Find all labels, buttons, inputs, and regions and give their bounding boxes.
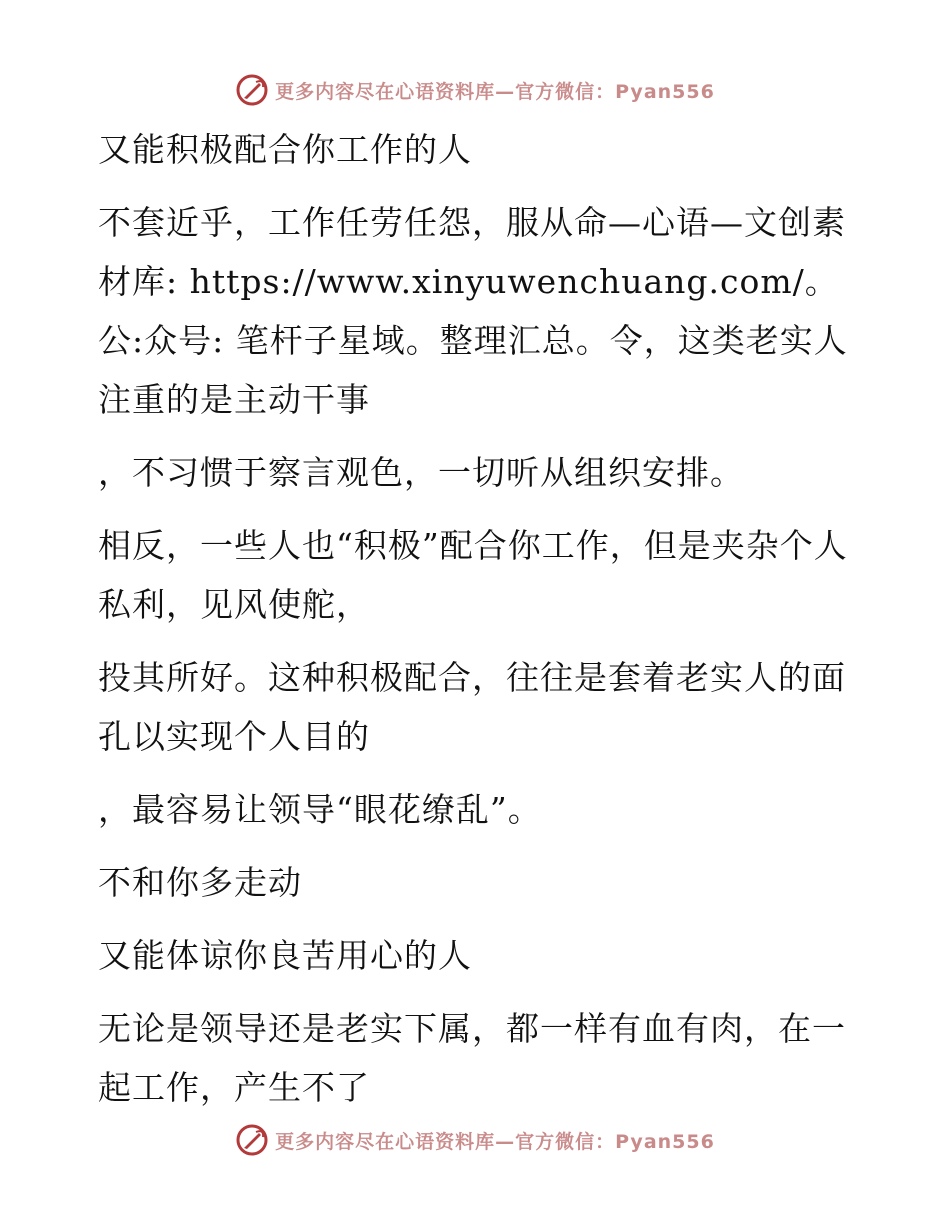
paragraph-8: 又能体谅你良苦用心的人 bbox=[98, 936, 472, 975]
paragraph-3: ，不习惯于察言观色，一切听从组织安排。 bbox=[98, 453, 744, 492]
header-banner-text: 更多内容尽在心语资料库—官方微信：Pyan556 bbox=[275, 80, 715, 103]
feather-seal-icon bbox=[235, 73, 269, 107]
paragraph-5: 投其所好。这种积极配合，往往是套着老实人的面孔以实现个人目的 bbox=[98, 658, 846, 756]
footer-banner bbox=[0, 1120, 950, 1160]
footer-banner-text: 更多内容尽在心语资料库—官方微信：Pyan556 bbox=[275, 1130, 715, 1153]
paragraph-1: 又能积极配合你工作的人 bbox=[98, 130, 472, 169]
paragraph-2: 不套近乎，工作任劳任怨，服从命—心语—文创素材库: https://www.xinyuwenchuang.com/。公:众号: 笔杆子星域。整理汇总。令，这类老实人注重的是主动干事 bbox=[98, 203, 848, 419]
paragraph-4: 相反，一些人也“积极”配合你工作，但是夹杂个人私利，见风使舵， bbox=[98, 526, 848, 624]
feather-seal-icon bbox=[235, 1123, 269, 1157]
paragraph-9: 无论是领导还是老实下属，都一样有血有肉，在一起工作，产生不了 bbox=[98, 1009, 846, 1107]
document-body bbox=[98, 120, 858, 1131]
paragraph-7: 不和你多走动 bbox=[98, 863, 302, 902]
paragraph-6: ，最容易让领导“眼花缭乱”。 bbox=[98, 790, 542, 829]
header-banner bbox=[0, 70, 950, 110]
